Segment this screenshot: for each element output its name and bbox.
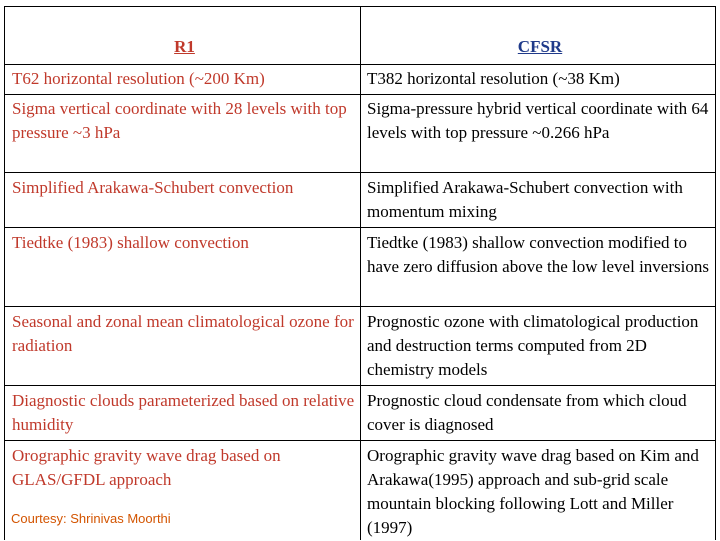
table-row (5, 173, 715, 228)
column-header-r1: R1 (174, 37, 195, 56)
cfsr-cell: Tiedtke (1983) shallow convection modified to have zero diffusion above the low level inversions (367, 233, 709, 276)
column-header-cfsr: CFSR (517, 37, 563, 56)
r1-cell: Orographic gravity wave drag based on GLAS/GFDL approach (12, 446, 281, 489)
table-row (5, 386, 715, 441)
table-row (5, 65, 715, 95)
r1-cell: T62 horizontal resolution (~200 Km) (12, 69, 265, 88)
comparison-table (4, 6, 716, 540)
r1-cell: Diagnostic clouds parameterized based on relative humidity (12, 391, 355, 434)
cfsr-cell: Orographic gravity wave drag based on Kim and Arakawa(1995) approach and sub-grid scale mountain blocking following Lott and Miller (1997) (367, 446, 699, 537)
r1-cell: Simplified Arakawa-Schubert convection (12, 178, 294, 197)
r1-cell: Sigma vertical coordinate with 28 levels with top pressure ~3 hPa (12, 99, 347, 142)
r1-cell: Seasonal and zonal mean climatological ozone for radiation (12, 312, 354, 355)
cfsr-cell: Prognostic cloud condensate from which cloud cover is diagnosed (367, 391, 687, 434)
table-header-row (5, 7, 715, 65)
cfsr-cell: T382 horizontal resolution (~38 Km) (367, 69, 620, 88)
table-row (5, 441, 715, 541)
cfsr-cell: Sigma-pressure hybrid vertical coordinate with 64 levels with top pressure ~0.266 hPa (367, 99, 709, 142)
table-row (5, 228, 715, 307)
r1-cell: Tiedtke (1983) shallow convection (12, 233, 249, 252)
cfsr-cell: Prognostic ozone with climatological production and destruction terms computed from 2D chemistry models (367, 312, 699, 379)
cfsr-cell: Simplified Arakawa-Schubert convection with momentum mixing (367, 178, 683, 221)
courtesy-credit: Courtesy: Shrinivas Moorthi (11, 511, 171, 526)
table-row (5, 307, 715, 386)
table-row (5, 95, 715, 173)
